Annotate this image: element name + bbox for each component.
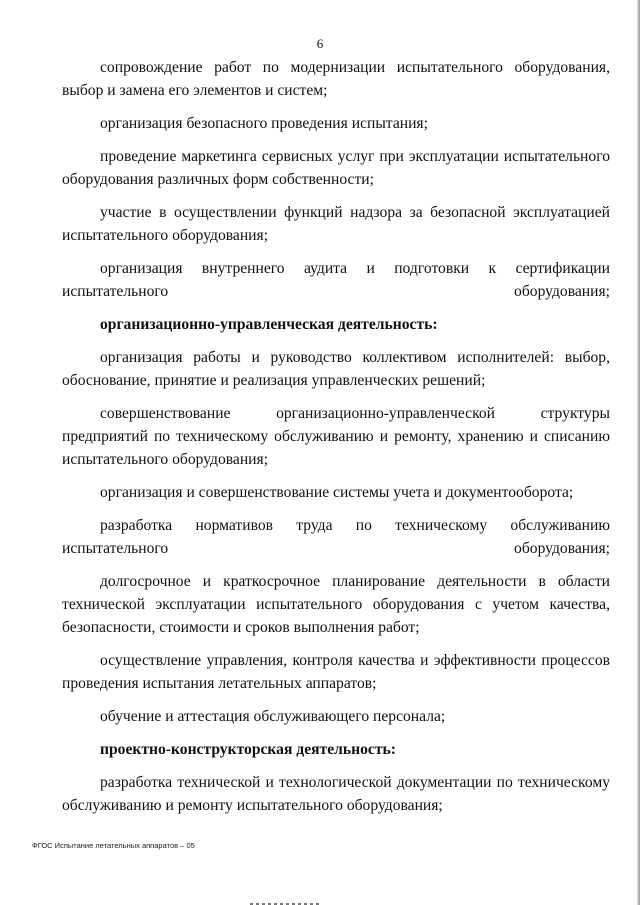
- paragraph-planning: долгосрочное и краткосрочное планирование деятельности в области технической эксплуатации испытательного оборудования с учетом качества, безопасности, стоимости и сроков выполнения работ;: [62, 573, 610, 636]
- paragraph-labor-standards: разработка нормативов труда по техническому обслуживанию испытательного оборудования;: [62, 517, 610, 557]
- paragraph-service-marketing: проведение маркетинга сервисных услуг при эксплуатации испытательного оборудования различных форм собственности;: [62, 148, 610, 188]
- paragraph-document-flow: организация и совершенствование системы учета и документооборота;: [100, 484, 574, 501]
- paragraph-quality-control: осуществление управления, контроля качества и эффективности процессов проведения испытания летательных аппаратов;: [62, 652, 610, 692]
- section-heading-organizational-management: организационно-управленческая деятельность:: [100, 316, 438, 333]
- page-footer: ФГОС Испытание летательных аппаратов – 05: [32, 841, 195, 850]
- paragraph-structure-improvement: совершенствование организационно-управленческой структуры предприятий по техническому обслуживанию и ремонту, хранению и списанию испытательного оборудования;: [62, 405, 610, 468]
- page-number: 6: [316, 36, 324, 51]
- paragraph-audit-certification: организация внутреннего аудита и подготовки к сертификации испытательного оборудования;: [62, 260, 610, 300]
- paragraph-staff-training: обучение и аттестация обслуживающего персонала;: [100, 708, 446, 725]
- paragraph-supervision: участие в осуществлении функций надзора за безопасной эксплуатацией испытательного оборудования;: [62, 204, 610, 244]
- paragraph-modernization-support: сопровождение работ по модернизации испытательного оборудования, выбор и замена его элементов и систем;: [62, 59, 610, 99]
- paragraph-team-management: организация работы и руководство коллективом исполнителей: выбор, обоснование, принятие и реализация управленческих решений;: [62, 349, 610, 389]
- paragraph-technical-documentation: разработка технической и технологической документации по техническому обслуживанию и ремонту испытательного оборудования;: [62, 774, 610, 814]
- document-body: [62, 56, 610, 827]
- section-heading-design-engineering: проектно-конструкторская деятельность:: [100, 741, 396, 758]
- paragraph-safe-testing: организация безопасного проведения испытания;: [100, 115, 428, 132]
